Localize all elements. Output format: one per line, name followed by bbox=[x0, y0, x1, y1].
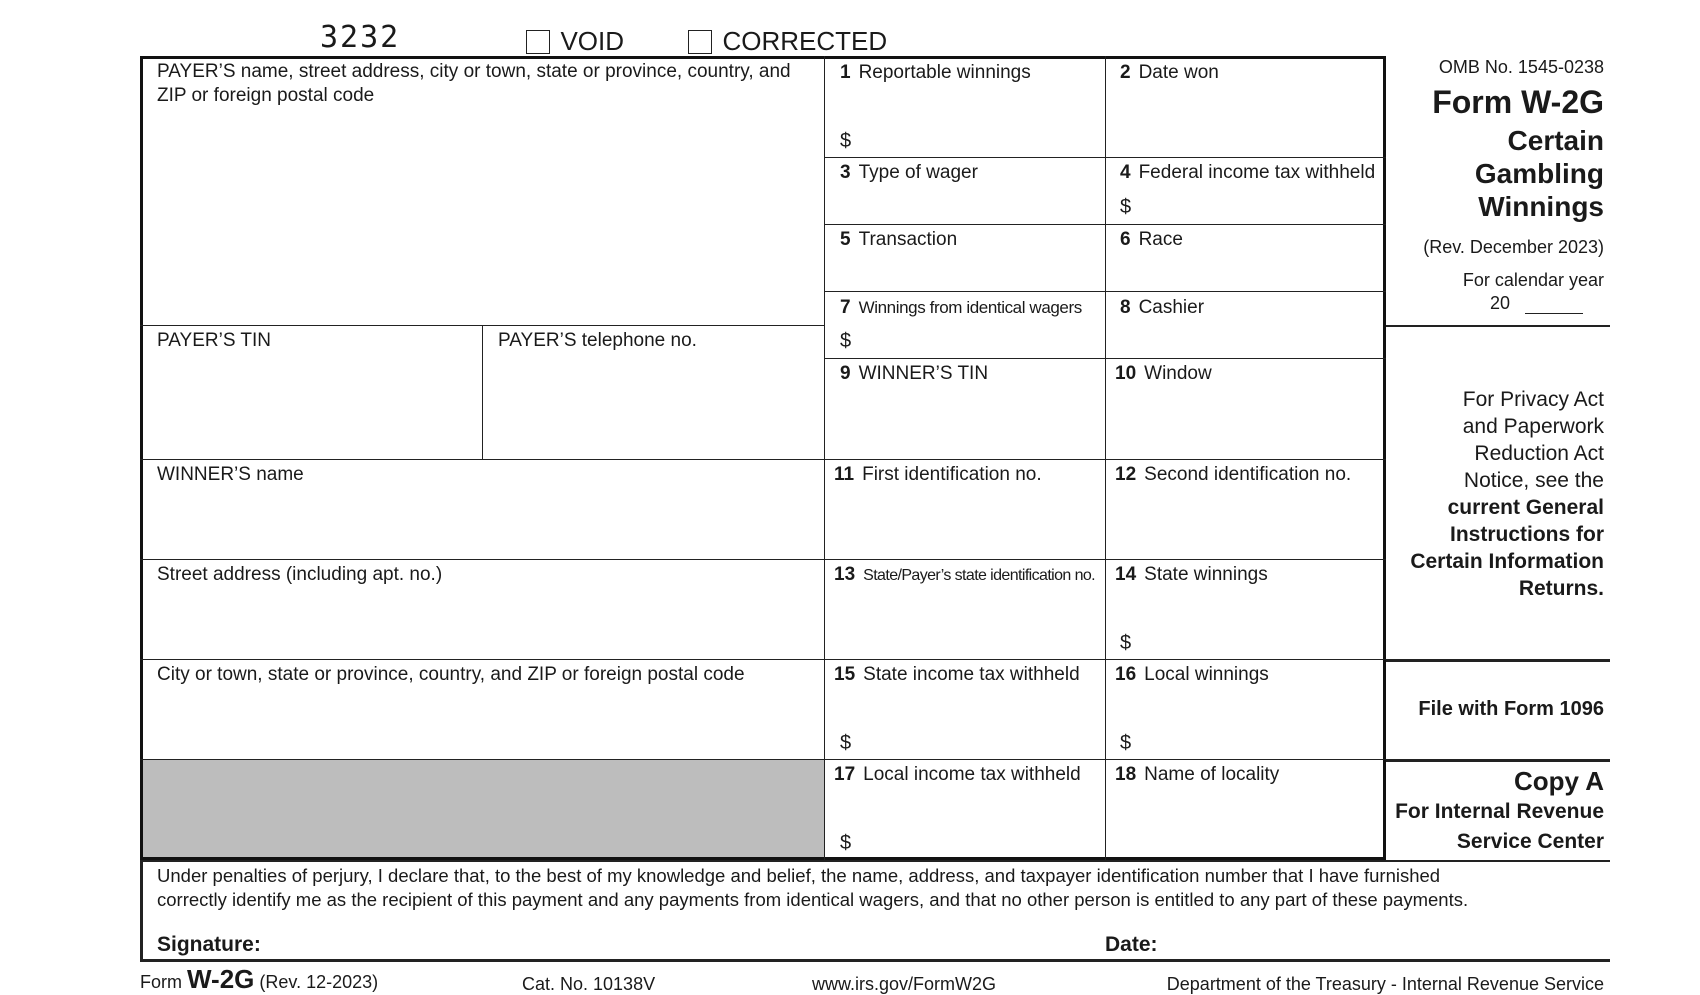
rule-box7-bottom bbox=[824, 358, 1386, 359]
calendar-year-label: For calendar year bbox=[1462, 270, 1604, 290]
file-with-label: File with Form 1096 bbox=[1418, 698, 1604, 720]
box-4 bbox=[1120, 162, 1375, 184]
box-17 bbox=[834, 764, 1081, 786]
box-4-currency: $ bbox=[1120, 196, 1132, 218]
box-6-label: Race bbox=[1138, 229, 1183, 250]
year-prefix: 20 bbox=[1490, 293, 1511, 313]
box-10-label: Window bbox=[1144, 363, 1212, 384]
box-18-label: Name of locality bbox=[1144, 764, 1280, 785]
box-10 bbox=[1115, 363, 1212, 385]
box-4-label: Federal income tax withheld bbox=[1138, 162, 1376, 183]
box-14-label: State winnings bbox=[1144, 564, 1268, 585]
box-1 bbox=[840, 62, 1031, 84]
payer-tin-label: PAYER’S TIN bbox=[157, 330, 272, 351]
box-13 bbox=[834, 564, 1095, 586]
box-14-currency: $ bbox=[1120, 632, 1132, 654]
box-6 bbox=[1120, 229, 1183, 251]
winner-name-label: WINNER’S name bbox=[157, 464, 304, 485]
box-10-number: 10 bbox=[1115, 363, 1137, 384]
declaration-top-rule bbox=[140, 860, 1610, 862]
declaration-line-1: Under penalties of perjury, I declare that, to the best of my knowledge and belief, the name, address, and taxpayer identification number that I have furnished bbox=[157, 865, 1441, 886]
box-12 bbox=[1115, 464, 1351, 486]
box-8 bbox=[1120, 297, 1204, 319]
box-9 bbox=[840, 363, 988, 385]
box-12-label: Second identification no. bbox=[1144, 464, 1352, 485]
box-9-label: WINNER’S TIN bbox=[858, 363, 989, 384]
corrected-label: CORRECTED bbox=[722, 26, 888, 56]
box-5-number: 5 bbox=[840, 229, 851, 250]
box-3-number: 3 bbox=[840, 162, 851, 183]
omb-number: OMB No. 1545-0238 bbox=[1438, 57, 1604, 77]
box-16-number: 16 bbox=[1115, 664, 1137, 685]
winner-street-label: Street address (including apt. no.) bbox=[157, 564, 443, 585]
box-8-label: Cashier bbox=[1138, 297, 1205, 318]
declaration-line-2: correctly identify me as the recipient of this payment and any payments from identical wagers, and that no other person is entitled to any part of these payments. bbox=[157, 889, 1469, 910]
rule-street-bottom bbox=[140, 659, 1386, 660]
form-code: 3232 bbox=[320, 20, 401, 55]
title-line-1: Certain bbox=[1507, 125, 1604, 156]
box-7 bbox=[840, 297, 1082, 319]
box-18 bbox=[1115, 764, 1279, 786]
box-18-number: 18 bbox=[1115, 764, 1137, 785]
calendar-year-field[interactable] bbox=[1490, 293, 1583, 314]
box-5-label: Transaction bbox=[858, 229, 958, 250]
box-1-currency: $ bbox=[840, 130, 852, 152]
box-14 bbox=[1115, 564, 1268, 586]
box-3 bbox=[840, 162, 978, 184]
privacy-line-7: Certain Information bbox=[1410, 550, 1604, 573]
box-4-number: 4 bbox=[1120, 162, 1131, 183]
rule-city-bottom bbox=[140, 759, 1386, 760]
rule-payer-bottom bbox=[140, 325, 825, 326]
copy-for-line-1: For Internal Revenue bbox=[1395, 800, 1604, 823]
void-checkbox[interactable] bbox=[526, 30, 550, 54]
signature-label: Signature: bbox=[157, 933, 261, 956]
copy-for-line-2: Service Center bbox=[1456, 830, 1604, 853]
col-divider-mid bbox=[1105, 56, 1106, 860]
box-11 bbox=[834, 464, 1042, 486]
box-15 bbox=[834, 664, 1080, 686]
box-2-label: Date won bbox=[1138, 62, 1219, 83]
title-line-2: Gambling bbox=[1474, 158, 1604, 189]
box-11-number: 11 bbox=[834, 464, 855, 485]
footer-revision: (Rev. 12-2023) bbox=[259, 972, 379, 992]
void-checkbox-group[interactable] bbox=[526, 26, 624, 57]
signature-field[interactable] bbox=[275, 930, 1095, 956]
rule-box1-bottom bbox=[824, 157, 1386, 158]
shaded-area bbox=[143, 760, 824, 857]
side-rule-1 bbox=[1386, 325, 1610, 327]
copy-label: Copy A bbox=[1513, 766, 1604, 796]
rule-box3-bottom bbox=[824, 224, 1386, 225]
box-8-number: 8 bbox=[1120, 297, 1131, 318]
corrected-checkbox[interactable] bbox=[688, 30, 712, 54]
footer-form-name: W-2G bbox=[187, 964, 255, 994]
rule-box5-bottom bbox=[824, 291, 1386, 292]
box-16-label: Local winnings bbox=[1144, 664, 1269, 685]
title-line-3: Winnings bbox=[1478, 191, 1604, 222]
box-16-currency: $ bbox=[1120, 732, 1132, 754]
form-title: Form W-2G bbox=[1432, 84, 1604, 120]
privacy-line-4: Notice, see the bbox=[1463, 469, 1604, 492]
box-17-label: Local income tax withheld bbox=[863, 764, 1081, 785]
box-12-number: 12 bbox=[1115, 464, 1137, 485]
date-label: Date: bbox=[1105, 933, 1158, 956]
privacy-line-5: current General bbox=[1447, 496, 1604, 519]
box-17-currency: $ bbox=[840, 832, 852, 854]
box-16 bbox=[1115, 664, 1269, 686]
box-5 bbox=[840, 229, 957, 251]
footer-cat-no: Cat. No. 10138V bbox=[522, 974, 656, 994]
box-6-number: 6 bbox=[1120, 229, 1131, 250]
declaration-left-rule bbox=[140, 860, 143, 961]
year-blank[interactable] bbox=[1525, 297, 1583, 314]
rule-tin-bottom bbox=[140, 459, 1386, 460]
box-15-label: State income tax withheld bbox=[863, 664, 1080, 685]
box-15-currency: $ bbox=[840, 732, 852, 754]
rule-name-bottom bbox=[140, 559, 1386, 560]
revision-date: (Rev. December 2023) bbox=[1423, 237, 1604, 257]
form-bottom-rule bbox=[140, 959, 1610, 962]
privacy-line-3: Reduction Act bbox=[1474, 442, 1604, 465]
corrected-checkbox-group[interactable] bbox=[688, 26, 887, 57]
payer-tin-divider bbox=[482, 325, 483, 459]
box-1-label: Reportable winnings bbox=[858, 62, 1031, 83]
box-7-number: 7 bbox=[840, 297, 851, 318]
box-2-number: 2 bbox=[1120, 62, 1131, 83]
box-7-currency: $ bbox=[840, 330, 852, 352]
side-rule-3 bbox=[1386, 759, 1610, 762]
footer-department: Department of the Treasury - Internal Revenue Service bbox=[1166, 974, 1604, 994]
privacy-line-1: For Privacy Act bbox=[1462, 388, 1604, 411]
box-14-number: 14 bbox=[1115, 564, 1137, 585]
col-divider-left bbox=[824, 56, 825, 860]
box-1-number: 1 bbox=[840, 62, 851, 83]
box-15-number: 15 bbox=[834, 664, 856, 685]
box-7-label: Winnings from identical wagers bbox=[858, 298, 1082, 317]
footer-form bbox=[140, 964, 378, 995]
footer-url[interactable]: www.irs.gov/FormW2G bbox=[812, 974, 997, 994]
date-field[interactable] bbox=[1172, 930, 1592, 956]
box-2 bbox=[1120, 62, 1219, 84]
box-3-label: Type of wager bbox=[858, 162, 978, 183]
winner-city-label: City or town, state or province, country, and ZIP or foreign postal code bbox=[157, 664, 745, 685]
void-label: VOID bbox=[560, 26, 625, 56]
privacy-line-6: Instructions for bbox=[1449, 523, 1604, 546]
box-9-number: 9 bbox=[840, 363, 851, 384]
box-13-label: State/Payer’s state identification no. bbox=[863, 567, 1096, 584]
footer-form-prefix: Form bbox=[140, 972, 182, 992]
side-rule-2 bbox=[1386, 659, 1610, 662]
box-11-label: First identification no. bbox=[862, 464, 1042, 485]
box-13-number: 13 bbox=[834, 564, 856, 585]
privacy-line-8: Returns. bbox=[1518, 577, 1604, 600]
box-17-number: 17 bbox=[834, 764, 856, 785]
payer-name-label: PAYER’S name, street address, city or town, state or province, country, and ZIP or foreign postal code bbox=[157, 61, 791, 106]
privacy-line-2: and Paperwork bbox=[1462, 415, 1604, 438]
payer-phone-label: PAYER’S telephone no. bbox=[498, 330, 697, 351]
